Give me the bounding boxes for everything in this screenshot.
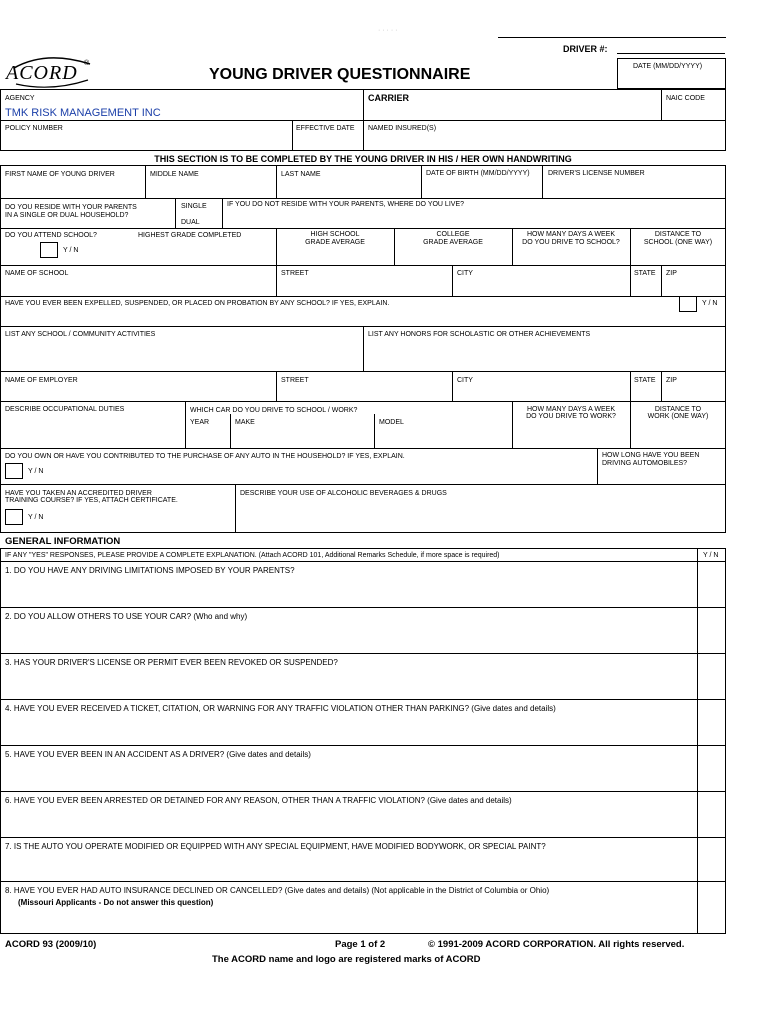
question-text: 7. IS THE AUTO YOU OPERATE MODIFIED OR EQUIPPED WITH ANY SPECIAL EQUIPMENT, HAVE MODIFIED BODYWORK, OR SPECIAL PAINT? [5, 842, 546, 851]
expelled-yn: Y / N [702, 300, 718, 307]
question-row[interactable] [0, 791, 697, 837]
dual-option[interactable]: DUAL [181, 219, 200, 226]
logo-text: ACORD [6, 62, 78, 84]
college-gpa-label-line2: GRADE AVERAGE [423, 239, 483, 246]
question-text: 2. DO YOU ALLOW OTHERS TO USE YOUR CAR? (Who and why) [5, 612, 248, 621]
question-text: 3. HAS YOUR DRIVER'S LICENSE OR PERMIT EVER BEEN REVOKED OR SUSPENDED? [5, 658, 338, 667]
distance-school-label-line1: DISTANCE TO [654, 231, 702, 238]
question-yn-field[interactable] [698, 699, 725, 745]
question-yn-field[interactable] [698, 881, 725, 934]
copyright: © 1991-2009 ACORD CORPORATION. All rights reserved. [428, 939, 685, 950]
reside-label-line1: DO YOU RESIDE WITH YOUR PARENTS [5, 204, 137, 211]
question-row[interactable] [0, 607, 697, 653]
where-live-label: IF YOU DO NOT RESIDE WITH YOUR PARENTS, WHERE DO YOU LIVE? [227, 201, 465, 208]
employer-street-label: STREET [281, 377, 309, 384]
training-yn: Y / N [28, 514, 44, 521]
question-yn-field[interactable] [698, 607, 725, 653]
named-insured-label: NAMED INSURED(S) [368, 125, 437, 132]
middle-name-label: MIDDLE NAME [150, 171, 199, 178]
hs-gpa-label-line1: HIGH SCHOOL [310, 231, 360, 238]
expelled-label: HAVE YOU EVER BEEN EXPELLED, SUSPENDED, OR PLACED ON PROBATION BY ANY SCHOOL? IF YES, EXPLAIN. [5, 300, 390, 307]
school-state-label: STATE [634, 270, 656, 277]
school-zip-label: ZIP [666, 270, 677, 277]
effective-date-label: EFFECTIVE DATE [296, 125, 355, 132]
general-yn-header: Y / N [703, 552, 719, 559]
car-year-label: YEAR [190, 419, 210, 426]
trademark-notice: The ACORD name and logo are registered marks of ACORD [212, 954, 481, 965]
question-text: 4. HAVE YOU EVER RECEIVED A TICKET, CITATION, OR WARNING FOR ANY TRAFFIC VIOLATION OTHER THAN PARKING? (Give dates and details) [5, 704, 556, 713]
college-gpa-label-line1: COLLEGE [436, 231, 470, 238]
date-label: DATE (MM/DD/YYYY) [633, 63, 703, 70]
attend-school-yn: Y / N [63, 247, 79, 254]
training-label-line2: TRAINING COURSE? IF YES, ATTACH CERTIFICATE. [5, 497, 178, 504]
days-work-label-line1: HOW MANY DAYS A WEEK [526, 406, 616, 413]
expelled-checkbox[interactable] [679, 296, 697, 312]
attend-school-checkbox[interactable] [40, 242, 58, 258]
naic-label: NAIC CODE [666, 95, 705, 102]
hs-gpa-label-line2: GRADE AVERAGE [305, 239, 365, 246]
how-long-label-line1: HOW LONG HAVE YOU BEEN [602, 452, 700, 459]
question-row[interactable] [0, 837, 697, 881]
general-info-heading: GENERAL INFORMATION [5, 536, 121, 547]
reside-label-line2: IN A SINGLE OR DUAL HOUSEHOLD? [5, 212, 129, 219]
agency-label: AGENCY [5, 95, 35, 102]
question-text: 5. HAVE YOU EVER BEEN IN AN ACCIDENT AS A DRIVER? (Give dates and details) [5, 750, 311, 759]
employer-city-label: CITY [457, 377, 473, 384]
question-yn-field[interactable] [698, 561, 725, 607]
driver-number-field[interactable] [617, 53, 725, 54]
faded-header-text: · · · · · [378, 27, 398, 34]
page-number: Page 1 of 2 [335, 939, 386, 950]
duties-label: DESCRIBE OCCUPATIONAL DUTIES [5, 406, 125, 413]
own-auto-yn: Y / N [28, 468, 44, 475]
question-text: 1. DO YOU HAVE ANY DRIVING LIMITATIONS IMPOSED BY YOUR PARENTS? [5, 566, 295, 575]
question-text: 6. HAVE YOU EVER BEEN ARRESTED OR DETAINED FOR ANY REASON, OTHER THAN A TRAFFIC VIOLATION? (Give dates and details) [5, 796, 512, 805]
question-note: (Missouri Applicants - Do not answer this question) [18, 898, 214, 907]
form-id: ACORD 93 (2009/10) [5, 939, 97, 950]
question-text: 8. HAVE YOU EVER HAD AUTO INSURANCE DECLINED OR CANCELLED? (Give dates and details) (Not applicable in the District of Columbia or Ohio) [5, 886, 550, 895]
question-yn-field[interactable] [698, 791, 725, 837]
question-row[interactable] [0, 745, 697, 791]
question-row[interactable] [0, 881, 697, 934]
acord-logo [6, 54, 96, 94]
carrier-label: CARRIER [368, 93, 410, 103]
question-yn-field[interactable] [698, 653, 725, 699]
days-school-label-line2: DO YOU DRIVE TO SCHOOL? [522, 239, 620, 246]
car-model-label: MODEL [379, 419, 404, 426]
question-row[interactable] [0, 561, 697, 607]
section-heading: THIS SECTION IS TO BE COMPLETED BY THE YOUNG DRIVER IN HIS / HER OWN HANDWRITING [154, 154, 572, 164]
employer-state-label: STATE [634, 377, 656, 384]
single-option[interactable]: SINGLE [181, 203, 207, 210]
employer-zip-label: ZIP [666, 377, 677, 384]
first-name-label: FIRST NAME OF YOUNG DRIVER [5, 171, 115, 178]
car-make-label: MAKE [235, 419, 255, 426]
highest-grade-label: HIGHEST GRADE COMPLETED [138, 232, 242, 239]
distance-work-label-line2: WORK (ONE WAY) [647, 413, 709, 420]
question-row[interactable] [0, 699, 697, 745]
training-label-line1: HAVE YOU TAKEN AN ACCREDITED DRIVER [5, 490, 152, 497]
last-name-label: LAST NAME [281, 171, 321, 178]
which-car-label: WHICH CAR DO YOU DRIVE TO SCHOOL / WORK? [190, 407, 358, 414]
alcohol-label: DESCRIBE YOUR USE OF ALCOHOLIC BEVERAGES & DRUGS [240, 490, 447, 497]
agency-value[interactable]: TMK RISK MANAGEMENT INC [5, 107, 161, 119]
form-title: YOUNG DRIVER QUESTIONNAIRE [209, 66, 471, 83]
days-work-label-line2: DO YOU DRIVE TO WORK? [526, 413, 616, 420]
dob-label: DATE OF BIRTH (MM/DD/YYYY) [426, 170, 530, 177]
question-yn-field[interactable] [698, 837, 725, 881]
logo-registered-mark: ® [84, 60, 90, 67]
policy-number-label: POLICY NUMBER [5, 125, 63, 132]
days-school-label-line1: HOW MANY DAYS A WEEK [526, 231, 616, 238]
distance-school-label-line2: SCHOOL (ONE WAY) [643, 239, 713, 246]
school-name-label: NAME OF SCHOOL [5, 270, 69, 277]
date-field[interactable] [618, 72, 725, 88]
employer-label: NAME OF EMPLOYER [5, 377, 78, 384]
question-yn-field[interactable] [698, 745, 725, 791]
honors-label: LIST ANY HONORS FOR SCHOLASTIC OR OTHER ACHIEVEMENTS [368, 331, 591, 338]
school-street-label: STREET [281, 270, 309, 277]
activities-label: LIST ANY SCHOOL / COMMUNITY ACTIVITIES [5, 331, 156, 338]
attend-school-label: DO YOU ATTEND SCHOOL? [5, 232, 97, 239]
school-city-label: CITY [457, 270, 473, 277]
license-label: DRIVER'S LICENSE NUMBER [548, 170, 645, 177]
own-auto-checkbox[interactable] [5, 463, 23, 479]
question-row[interactable] [0, 653, 697, 699]
driver-number-label: DRIVER #: [563, 44, 608, 54]
general-instruction: IF ANY "YES" RESPONSES, PLEASE PROVIDE A COMPLETE EXPLANATION. (Attach ACORD 101, Additional Remarks Schedule, if more space is required) [5, 552, 500, 559]
training-checkbox[interactable] [5, 509, 23, 525]
how-long-label-line2: DRIVING AUTOMOBILES? [602, 460, 688, 467]
distance-work-label-line1: DISTANCE TO [654, 406, 702, 413]
own-auto-label: DO YOU OWN OR HAVE YOU CONTRIBUTED TO THE PURCHASE OF ANY AUTO IN THE HOUSEHOLD? IF YES, EXPLAIN. [5, 453, 405, 460]
